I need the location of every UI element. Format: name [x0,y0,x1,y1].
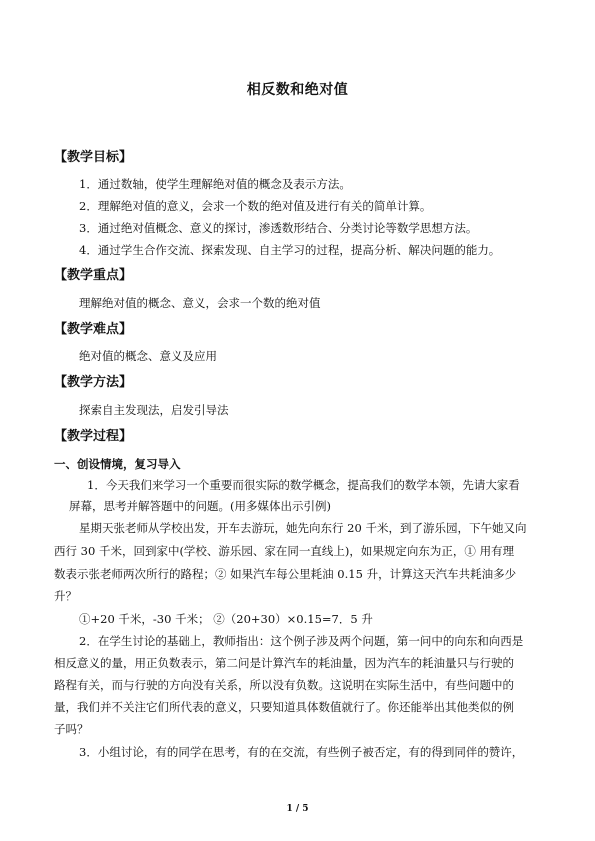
process-line: 子吗？ [54,722,89,736]
section-heading-key-points: 【教学重点】 [54,268,133,283]
process-line: 相反意义的量，用正负数表示，第二问是计算汽车的耗油量，因为汽车的耗油量只与行驶的 [54,656,514,670]
process-line: 量，我们并不关注它们所代表的意义，只要知道具体数值就行了。你还能举出其他类似的例 [54,700,514,714]
process-line: 星期天张老师从学校出发，开车去游玩，她先向东行 20 千米，到了游乐园，下午她又向 [79,521,527,535]
section-heading-goals: 【教学目标】 [54,150,133,165]
process-line: 数表示张老师两次所行的路程；② 如果汽车每公里耗油 0.15 升，计算这天汽车共耗油多少 [54,567,517,581]
goal-item: 1．通过数轴，使学生理解绝对值的概念及表示方法。 [79,177,351,191]
process-line: 路程有关，而与行驶的方向没有关系，所以没有负数。这说明在实际生活中，有些问题中的 [54,678,514,692]
process-line: 西行 30 千米，回到家中(学校、游乐园、家在同一直线上)，如果规定向东为正，① 用有理 [54,544,515,558]
process-line: 2．在学生讨论的基础上，教师指出：这个例子涉及两个问题，第一问中的向东和向西是 [79,634,524,648]
document-title: 相反数和绝对值 [246,82,349,98]
goal-item: 4．通过学生合作交流、探索发现、自主学习的过程，提高分析、解决问题的能力。 [79,243,501,257]
section-heading-process: 【教学过程】 [54,429,133,444]
page-number: 1 / 5 [286,804,309,814]
section-heading-methods: 【教学方法】 [54,375,133,390]
process-line: 3．小组讨论，有的同学在思考，有的在交流，有些例子被否定，有的得到同伴的赞许， [79,745,524,759]
goal-item: 3．通过绝对值概念、意义的探讨，渗透数形结合、分类讨论等数学思想方法。 [79,221,478,235]
section-heading-difficulties: 【教学难点】 [54,322,133,337]
process-sub-heading: 一、创设情境，复习导入 [54,457,181,471]
methods-text: 探索自主发现法，启发引导法 [79,403,229,417]
key-points-text: 理解绝对值的概念、意义，会求一个数的绝对值 [79,296,321,310]
process-line: 1．今天我们来学习一个重要而很实际的数学概念，提高我们的数学本领，先请大家看 [87,478,520,492]
process-line: 升？ [54,589,77,603]
process-line: ①+20 千米，-30 千米； ②（20+30）×0.15=7．5 升 [79,612,373,626]
goal-item: 2．理解绝对值的意义，会求一个数的绝对值及进行有关的简单计算。 [79,199,432,213]
difficulties-text: 绝对值的概念、意义及应用 [79,349,217,363]
process-line: 屏幕，思考并解答题中的问题。(用多媒体出示引例) [69,499,331,513]
